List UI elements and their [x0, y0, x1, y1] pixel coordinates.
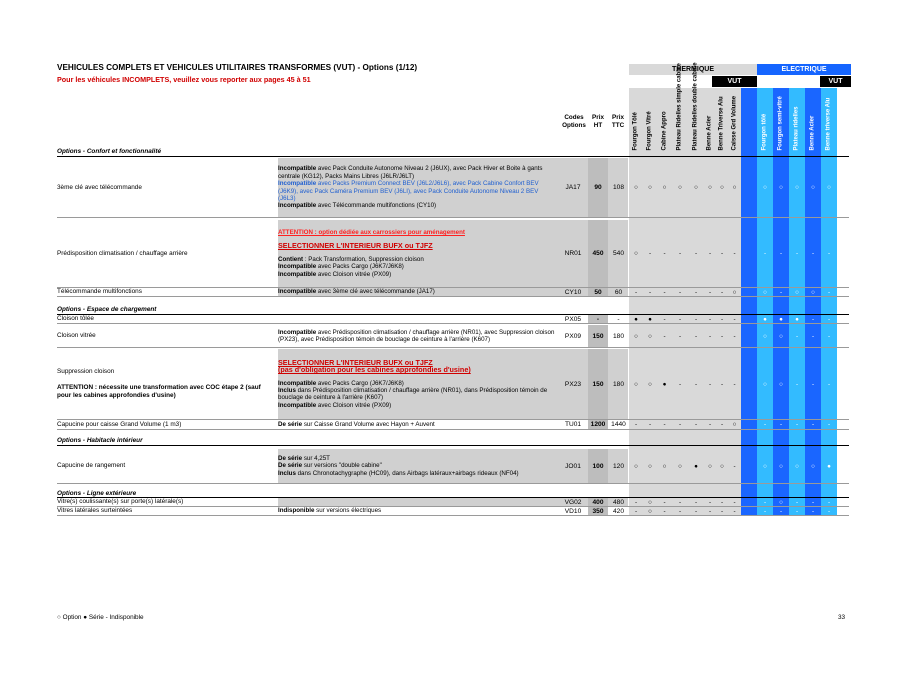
- availability-mark: ○: [779, 462, 783, 470]
- availability-mark: ○: [634, 380, 638, 388]
- availability-mark: ○: [732, 184, 737, 191]
- availability-mark: -: [779, 250, 783, 257]
- availability-mark: ○: [795, 288, 799, 296]
- desc-keyword: Inclus: [278, 387, 296, 394]
- vehicle-column-header: [716, 88, 728, 158]
- availability-mark: -: [763, 507, 767, 515]
- availability-mark: ○: [648, 507, 652, 515]
- desc-text: dans Chronotachygraphe (HC09), dans Airbags latéraux+airbags rideaux (NF04): [295, 469, 519, 477]
- availability-mark: ●: [694, 462, 698, 470]
- availability-mark: -: [663, 332, 666, 340]
- availability-mark: ○: [732, 288, 737, 296]
- price-ht: 150: [592, 380, 604, 388]
- availability-mark: -: [694, 498, 698, 506]
- availability-mark: -: [795, 332, 799, 340]
- availability-mark: -: [694, 332, 698, 340]
- desc-keyword: Contient: [278, 255, 304, 263]
- availability-mark: -: [795, 507, 799, 515]
- page-subtitle: Pour les véhicules INCOMPLETS, veuillez vous reporter aux pages 45 à 51: [57, 75, 311, 84]
- availability-mark: -: [733, 332, 736, 340]
- desc-select: SELECTIONNER L'INTERIEUR BUFX ou TJFZ: [278, 357, 433, 367]
- price-ht: 50: [594, 288, 602, 296]
- row-description: [278, 349, 556, 419]
- availability-mark: -: [720, 250, 724, 257]
- availability-mark: -: [811, 498, 815, 506]
- option-code: PX09: [564, 332, 582, 340]
- availability-mark: ○: [634, 250, 638, 257]
- row-separator: [57, 347, 849, 348]
- desc-keyword: De série: [278, 462, 303, 470]
- page-number: 33: [838, 614, 846, 621]
- desc-text: sur versions électriques: [314, 507, 382, 515]
- desc-line: [278, 180, 556, 202]
- row-description: [278, 220, 556, 287]
- availability-mark: -: [678, 332, 682, 340]
- availability-mark: ○: [763, 380, 767, 388]
- desc-text: dans Prédisposition climatisation / chauffage arrière (NR01), dans Prédisposition témoin de bouclage de ceinture à l'arrière (K607): [278, 387, 548, 402]
- availability-mark: ○: [795, 184, 799, 191]
- vehicle-column-header: [773, 88, 789, 158]
- row-label-text: Télécommande multifonctions: [57, 288, 142, 295]
- availability-mark: ○: [708, 462, 712, 470]
- availability-mark: -: [795, 421, 799, 428]
- row-label: [57, 158, 272, 217]
- option-code: PX23: [564, 380, 582, 388]
- availability-mark: ○: [720, 184, 724, 191]
- availability-mark: -: [708, 498, 712, 506]
- desc-keyword: Indisponible: [278, 507, 315, 515]
- availability-mark: ●: [779, 315, 783, 323]
- row-label: [57, 325, 272, 347]
- availability-mark: -: [708, 332, 712, 340]
- section-title: Options - Habitacle intérieur: [57, 437, 143, 444]
- availability-mark: -: [694, 250, 698, 257]
- row-description: [278, 325, 556, 347]
- price-ht: 350: [592, 507, 604, 515]
- desc-line: [278, 288, 556, 295]
- row-label: [57, 507, 272, 515]
- availability-mark: -: [733, 507, 736, 515]
- row-description: [278, 449, 556, 483]
- group-electrique: ELECTRIQUE: [757, 64, 851, 75]
- desc-text: avec Télécommande multifonctions (CY10): [316, 202, 437, 210]
- availability-mark: -: [720, 498, 724, 506]
- desc-line: [278, 470, 556, 477]
- row-separator: [57, 483, 849, 484]
- vehicle-column-header: [688, 62, 704, 158]
- price-ht: -: [596, 315, 600, 323]
- row-label-text: Cloison vitrée: [57, 332, 96, 339]
- desc-text: avec Pack Conduite Autonome Niveau 2 (J6UX), avec Pack Hiver et Boite à gants centrale (KG12), Packs Mains Libres (J6LR/J6LT): [278, 165, 543, 180]
- row-separator: [57, 217, 849, 218]
- price-ttc: 108: [612, 184, 624, 191]
- availability-mark: ●: [763, 315, 767, 323]
- availability-mark: -: [733, 462, 736, 470]
- availability-mark: -: [708, 507, 712, 515]
- row-label: [57, 220, 272, 287]
- availability-mark: ○: [634, 184, 638, 191]
- availability-mark: -: [733, 498, 736, 506]
- availability-mark: ○: [648, 184, 652, 191]
- desc-select: SELECTIONNER L'INTERIEUR BUFX ou TJFZ: [278, 241, 433, 251]
- availability-mark: ○: [648, 332, 652, 340]
- section-title: Options - Espace de chargement: [57, 306, 157, 313]
- desc-keyword: Inclus: [278, 469, 296, 477]
- availability-mark: -: [827, 315, 831, 323]
- row-label: [57, 349, 272, 419]
- option-code: PX05: [564, 315, 582, 323]
- section-title: Options - Confort et fonctionnalité: [57, 148, 162, 155]
- availability-mark: -: [720, 421, 724, 428]
- vehicle-column-header: [728, 88, 741, 158]
- availability-mark: ●: [662, 380, 667, 388]
- availability-mark: ○: [811, 462, 815, 470]
- availability-mark: -: [694, 507, 698, 515]
- row-label: [57, 498, 272, 506]
- availability-mark: -: [763, 421, 767, 428]
- availability-mark: -: [708, 380, 712, 388]
- row-label-text: Capucine de rangement: [57, 462, 126, 469]
- vehicle-column-header: [672, 63, 688, 158]
- desc-line: [278, 507, 556, 514]
- desc-line: [278, 202, 556, 209]
- desc-keyword: Incompatible: [278, 202, 317, 210]
- desc-line: [278, 462, 556, 469]
- availability-mark: -: [678, 498, 682, 506]
- desc-text: sur Caisse Grand Volume avec Hayon + Auvent: [302, 420, 435, 428]
- row-description: [278, 315, 556, 323]
- row-separator: [57, 323, 849, 324]
- row-label: [57, 315, 272, 323]
- availability-mark: ○: [634, 462, 638, 470]
- availability-mark: ○: [694, 184, 698, 191]
- availability-mark: ○: [720, 462, 724, 470]
- availability-mark: -: [720, 507, 724, 515]
- availability-mark: -: [678, 380, 682, 388]
- vehicle-column-label: Fourgon tôlé: [761, 113, 768, 151]
- availability-mark: -: [708, 315, 712, 323]
- row-description: [278, 420, 556, 429]
- desc-keyword: Incompatible: [278, 288, 317, 296]
- desc-warning: ATTENTION : option dédiée aux carrossiers pour aménagement: [278, 228, 465, 236]
- availability-mark: ○: [811, 288, 815, 296]
- availability-mark: -: [708, 288, 712, 296]
- availability-mark: -: [694, 288, 698, 296]
- price-ttc: 180: [612, 332, 624, 340]
- availability-mark: ○: [779, 498, 783, 506]
- row-separator: [57, 429, 849, 430]
- availability-mark: -: [663, 421, 666, 428]
- availability-mark: -: [795, 380, 799, 388]
- vehicle-column-label: Benne Acier: [706, 115, 713, 151]
- availability-mark: -: [663, 498, 666, 506]
- availability-mark: ○: [827, 184, 831, 191]
- desc-text: avec Cloison vitrée (PX09): [316, 401, 392, 409]
- availability-mark: -: [811, 332, 815, 340]
- option-code: CY10: [564, 288, 582, 296]
- vehicle-column-label: Fourgon Vitré: [646, 111, 653, 151]
- row-separator: [57, 515, 849, 516]
- availability-mark: ○: [732, 421, 737, 428]
- price-ttc: 420: [612, 507, 624, 515]
- availability-mark: ○: [763, 462, 767, 470]
- availability-mark: -: [663, 250, 666, 257]
- availability-mark: -: [678, 315, 682, 323]
- availability-mark: ○: [779, 332, 783, 340]
- availability-mark: -: [648, 288, 652, 296]
- availability-mark: -: [648, 421, 652, 428]
- availability-mark: -: [694, 421, 698, 428]
- availability-mark: -: [827, 250, 831, 257]
- row-label-text: Capucine pour caisse Grand Volume (1 m3): [57, 420, 182, 428]
- option-code: NR01: [564, 250, 582, 257]
- group-vut: VUT: [712, 76, 757, 87]
- vehicle-column-label: Benne triverse Alu: [825, 97, 832, 151]
- price-ht: 90: [594, 184, 602, 191]
- row-label: [57, 288, 272, 296]
- availability-mark: ○: [648, 380, 652, 388]
- availability-mark: -: [733, 250, 736, 257]
- availability-mark: -: [811, 421, 815, 428]
- availability-mark: -: [811, 315, 815, 323]
- availability-mark: -: [827, 288, 831, 296]
- vehicle-column-header: [629, 88, 643, 158]
- group-thermique: THERMIQUE: [629, 64, 757, 75]
- electrique-column-bg: [741, 88, 757, 516]
- row-label-text: Cloison tôlée: [57, 315, 94, 322]
- desc-text: : Pack Transformation, Suppression cloison: [303, 255, 424, 263]
- availability-mark: ○: [779, 380, 783, 388]
- price-ttc: 180: [612, 380, 624, 388]
- availability-mark: ●: [648, 315, 652, 323]
- row-label: [57, 449, 272, 483]
- row-label-text: Vitres latérales surteintées: [57, 507, 133, 514]
- desc-keyword: Incompatible: [278, 180, 317, 188]
- vehicle-column-label: Caisse Grd Volume: [731, 95, 737, 151]
- row-label-note: ATTENTION : nécessite une transformation avec COC étape 2 (sauf pour les cabines approfondies d'usine): [57, 384, 261, 399]
- availability-mark: ○: [678, 462, 682, 470]
- availability-mark: -: [663, 315, 666, 323]
- section-title: Options - Ligne extérieure: [57, 490, 137, 497]
- row-description: [278, 507, 556, 515]
- section-divider: [57, 156, 849, 157]
- desc-keyword: Incompatible: [278, 165, 317, 173]
- desc-text: avec 3ème clé avec télécommande (JA17): [316, 288, 435, 296]
- availability-mark: ○: [763, 184, 767, 191]
- availability-mark: ○: [662, 184, 667, 191]
- desc-text: avec Packs Premium Connect BEV (J6L2/J6L6), avec Pack Cabine Confort BEV (J6K9), avec Pack Caméra Premium BEV (J6LI), avec Pack Conduite Autonome Niveau 2 BEV (J6L3): [278, 180, 539, 202]
- availability-mark: -: [827, 380, 831, 388]
- price-ht: 400: [592, 498, 604, 506]
- vehicle-column-label: Plateau ridelles: [793, 106, 800, 151]
- row-description: [278, 158, 556, 217]
- availability-mark: -: [634, 507, 638, 515]
- option-code: JA17: [565, 184, 581, 191]
- vehicle-column-label: Benne Triverse Alu: [718, 96, 725, 151]
- desc-line: [278, 256, 556, 263]
- availability-mark: -: [694, 380, 698, 388]
- group-vut: VUT: [820, 76, 851, 87]
- availability-mark: ○: [779, 184, 783, 191]
- availability-mark: -: [827, 421, 831, 428]
- availability-mark: -: [779, 507, 783, 515]
- desc-keyword: Incompatible: [278, 270, 317, 278]
- desc-line: [278, 271, 556, 278]
- desc-select-note: (pas d'obligation pour les cabines approfondies d'usine): [278, 365, 471, 375]
- desc-text: avec Prédisposition climatisation / chauffage arrière (NR01), avec Suppression cloison (PX23), avec Prédisposition témoin de bouclage de ceinture à l'arrière (K607): [278, 328, 555, 343]
- availability-mark: -: [634, 498, 638, 506]
- price-ht: 450: [592, 250, 604, 257]
- availability-mark: ○: [763, 332, 767, 340]
- availability-mark: -: [720, 288, 724, 296]
- vehicle-column-header: [704, 88, 716, 158]
- desc-line: [278, 387, 556, 402]
- desc-line: [278, 329, 556, 344]
- row-description: [278, 288, 556, 296]
- availability-mark: -: [795, 498, 799, 506]
- availability-mark: -: [678, 250, 682, 257]
- desc-line: [278, 455, 556, 462]
- availability-mark: -: [779, 421, 783, 428]
- availability-mark: -: [663, 507, 666, 515]
- desc-keyword: De série: [278, 454, 303, 462]
- availability-mark: -: [763, 498, 767, 506]
- desc-keyword: Incompatible: [278, 263, 317, 271]
- availability-mark: -: [827, 498, 831, 506]
- availability-mark: -: [811, 507, 815, 515]
- availability-mark: ○: [648, 498, 652, 506]
- availability-mark: -: [678, 288, 682, 296]
- availability-mark: ○: [795, 462, 799, 470]
- section-divider: [57, 445, 849, 446]
- desc-line: [278, 402, 556, 409]
- availability-mark: -: [663, 288, 666, 296]
- desc-text: avec Packs Cargo (J6K7/J6K8): [316, 263, 404, 271]
- price-ht: 100: [592, 462, 604, 470]
- row-separator: [57, 296, 849, 297]
- desc-text: avec Packs Cargo (J6K7/J6K8): [316, 379, 404, 387]
- availability-mark: -: [733, 380, 736, 388]
- vehicle-column-label: Fourgon Tôlé: [632, 112, 639, 151]
- option-code: TU01: [564, 421, 582, 428]
- desc-text: avec Cloison vitrée (PX09): [316, 270, 392, 278]
- availability-mark: -: [720, 380, 724, 388]
- availability-mark: -: [648, 250, 652, 257]
- vehicle-column-header: [657, 88, 672, 158]
- row-label-text: 3ème clé avec télécommande: [57, 183, 142, 191]
- availability-mark: -: [733, 315, 736, 323]
- vehicle-column-header: [805, 88, 821, 158]
- desc-line: [278, 263, 556, 270]
- availability-mark: ○: [763, 288, 767, 296]
- desc-line: [278, 165, 556, 180]
- row-label-text: Suppression cloison: [57, 368, 115, 375]
- row-label: [57, 420, 272, 429]
- availability-mark: -: [634, 421, 638, 428]
- availability-mark: ●: [827, 462, 831, 470]
- availability-mark: -: [827, 507, 831, 515]
- desc-keyword: Incompatible: [278, 379, 317, 387]
- desc-keyword: De série: [278, 420, 303, 428]
- vehicle-column-header: [821, 88, 837, 158]
- vehicle-column-header: [757, 88, 773, 158]
- price-ttc: -: [617, 315, 620, 323]
- vehicle-column-label: Cabine Appro: [661, 111, 667, 151]
- availability-mark: -: [720, 315, 724, 323]
- availability-mark: -: [763, 250, 767, 257]
- desc-line: [278, 380, 556, 387]
- availability-mark: -: [678, 421, 682, 428]
- desc-keyword: Incompatible: [278, 328, 317, 336]
- row-label-text: Prédisposition climatisation / chauffage arrière: [57, 249, 188, 257]
- availability-mark: -: [694, 315, 698, 323]
- availability-mark: -: [779, 288, 783, 296]
- availability-mark: ○: [648, 462, 652, 470]
- availability-mark: -: [795, 250, 799, 257]
- desc-line: [278, 421, 556, 428]
- availability-mark: ●: [795, 315, 799, 323]
- vehicle-column-header: [789, 88, 805, 158]
- availability-mark: ○: [811, 184, 815, 191]
- price-ttc: 480: [612, 498, 624, 506]
- header-prix-ttc: Prix TTC: [611, 114, 625, 129]
- vehicle-column-label: Fourgon semi-vitré: [777, 96, 784, 151]
- price-ht: 1200: [590, 421, 606, 428]
- availability-mark: -: [634, 288, 638, 296]
- availability-mark: ○: [662, 462, 667, 470]
- option-code: VG02: [564, 498, 582, 506]
- price-ht: 150: [592, 332, 604, 340]
- price-ttc: 1440: [611, 421, 626, 428]
- price-ttc: 120: [612, 462, 624, 470]
- legend: ○ Option ● Série - Indisponible: [57, 614, 144, 621]
- availability-mark: ○: [678, 184, 682, 191]
- row-description: [278, 498, 556, 506]
- availability-mark: ●: [634, 315, 638, 323]
- availability-mark: -: [708, 250, 712, 257]
- header-prix-ht: Prix HT: [592, 114, 604, 129]
- price-ttc: 60: [614, 288, 623, 296]
- availability-mark: -: [811, 380, 815, 388]
- desc-text: sur versions "double cabine": [302, 462, 382, 470]
- availability-mark: -: [678, 507, 682, 515]
- availability-mark: ○: [634, 332, 638, 340]
- row-label-text: Vitre(s) coulissante(s) sur porte(s) latérale(s): [57, 498, 184, 505]
- availability-mark: -: [811, 250, 815, 257]
- availability-mark: -: [708, 421, 712, 428]
- desc-text: sur 4,25T: [302, 454, 330, 462]
- header-codes: Codes Options: [562, 114, 586, 129]
- vehicle-column-label: Plateau Ridelles double cabine: [692, 62, 699, 151]
- option-code: VD10: [564, 507, 582, 515]
- vehicle-column-header: [643, 88, 657, 158]
- price-ttc: 540: [612, 250, 624, 257]
- vehicle-column-label: Plateau Ridelles simple cabine: [676, 63, 683, 151]
- availability-mark: -: [720, 332, 724, 340]
- option-code: JO01: [565, 462, 581, 470]
- desc-keyword: Incompatible: [278, 401, 317, 409]
- vehicle-column-label: Benne Acier: [809, 115, 816, 151]
- availability-mark: -: [827, 332, 831, 340]
- availability-mark: ○: [708, 184, 712, 191]
- page-title: VEHICULES COMPLETS ET VEHICULES UTILITAIRES TRANSFORMES (VUT) - Options (1/12): [57, 63, 418, 72]
